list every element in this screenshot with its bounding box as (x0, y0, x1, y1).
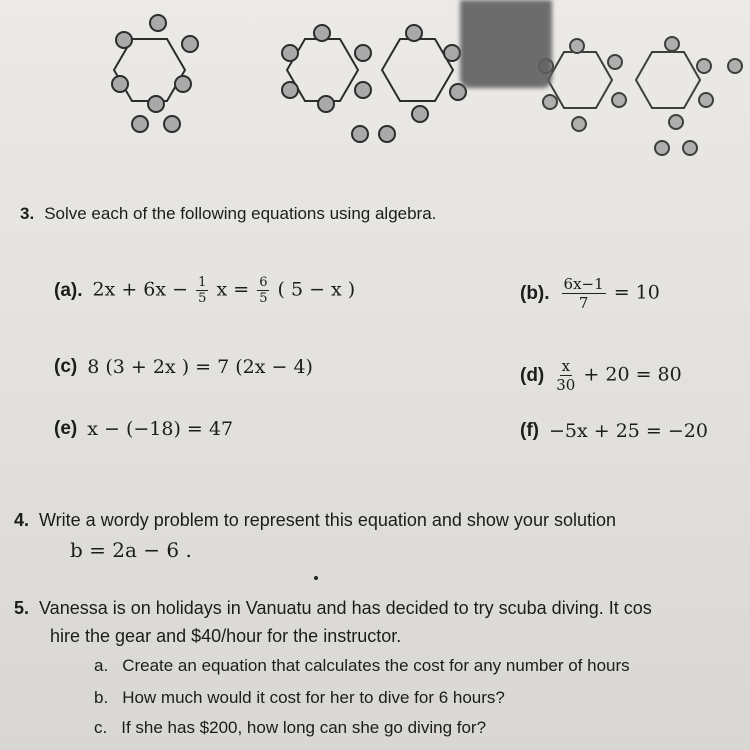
equation-d-label: (d) (520, 364, 545, 386)
equation-a-expression: 2x + 6x − $\frac{1}{5}$ x = $\frac{6}{5}$ ( 5 − x ) (92, 275, 356, 306)
question-5-text-line-2: hire the gear and $40/hour for the instructor. (50, 626, 402, 646)
equation-b (520, 276, 660, 311)
equation-f-expression: −5x + 25 = −20 (548, 420, 708, 442)
hexagon-figure-1 (112, 15, 198, 132)
hexagon-figure-3 (539, 37, 742, 155)
equation-c (54, 356, 313, 378)
hexagon-figure-2 (282, 25, 466, 142)
item-marker: a. (94, 656, 109, 675)
fraction-six-fifths: $\frac{6}{5}$ (259, 275, 268, 306)
question-3-number: 3. (20, 204, 35, 223)
question-5-item-a (94, 656, 630, 676)
equation-e-expression: x − (−18) = 47 (87, 418, 234, 440)
pen-mark (314, 576, 318, 580)
equation-b-label: (b). (520, 282, 550, 304)
equation-d-expression: $\frac{x}{30}$ + 20 = 80 (556, 357, 682, 394)
question-3-text: Solve each of the following equations using algebra. (44, 204, 437, 223)
item-text: If she has $200, how long can she go diving for? (121, 718, 487, 737)
question-4-equation: b = 2a − 6 . (70, 538, 192, 562)
hexagon-pattern-figures (0, 0, 750, 175)
question-4-number: 4. (14, 510, 30, 530)
equation-c-label: (c) (54, 356, 78, 377)
fraction-d: $\frac{x}{30}$ (556, 357, 576, 394)
equation-e-label: (e) (54, 418, 78, 439)
equation-c-expression: 8 (3 + 2x ) = 7 (2x − 4) (87, 356, 313, 378)
equation-f (520, 420, 708, 442)
question-5-number: 5. (14, 598, 30, 618)
equation-a-label: (a). (54, 279, 83, 301)
question-5-item-c (94, 718, 486, 738)
finger-shadow (460, 0, 552, 88)
fraction-one-fifth: $\frac{1}{5}$ (198, 275, 207, 306)
question-4-text: Write a wordy problem to represent this equation and show your solution (39, 510, 616, 530)
question-3 (20, 204, 436, 224)
item-marker: b. (94, 688, 109, 707)
question-5-text-line-1: Vanessa is on holidays in Vanuatu and has decided to try scuba diving. It cos (39, 598, 652, 618)
question-5-item-b (94, 688, 505, 708)
equation-b-expression: $\frac{6x-1}{7}$ = 10 (563, 275, 660, 312)
fraction-b: $\frac{6x-1}{7}$ (563, 275, 604, 312)
equation-f-label: (f) (520, 420, 539, 441)
equation-a (54, 276, 355, 305)
question-5 (14, 598, 652, 618)
item-marker: c. (94, 718, 108, 737)
equation-e (54, 418, 233, 440)
item-text: Create an equation that calculates the cost for any number of hours (122, 656, 630, 675)
question-4 (14, 510, 616, 530)
equation-d (520, 358, 682, 393)
item-text: How much would it cost for her to dive for 6 hours? (122, 688, 505, 707)
